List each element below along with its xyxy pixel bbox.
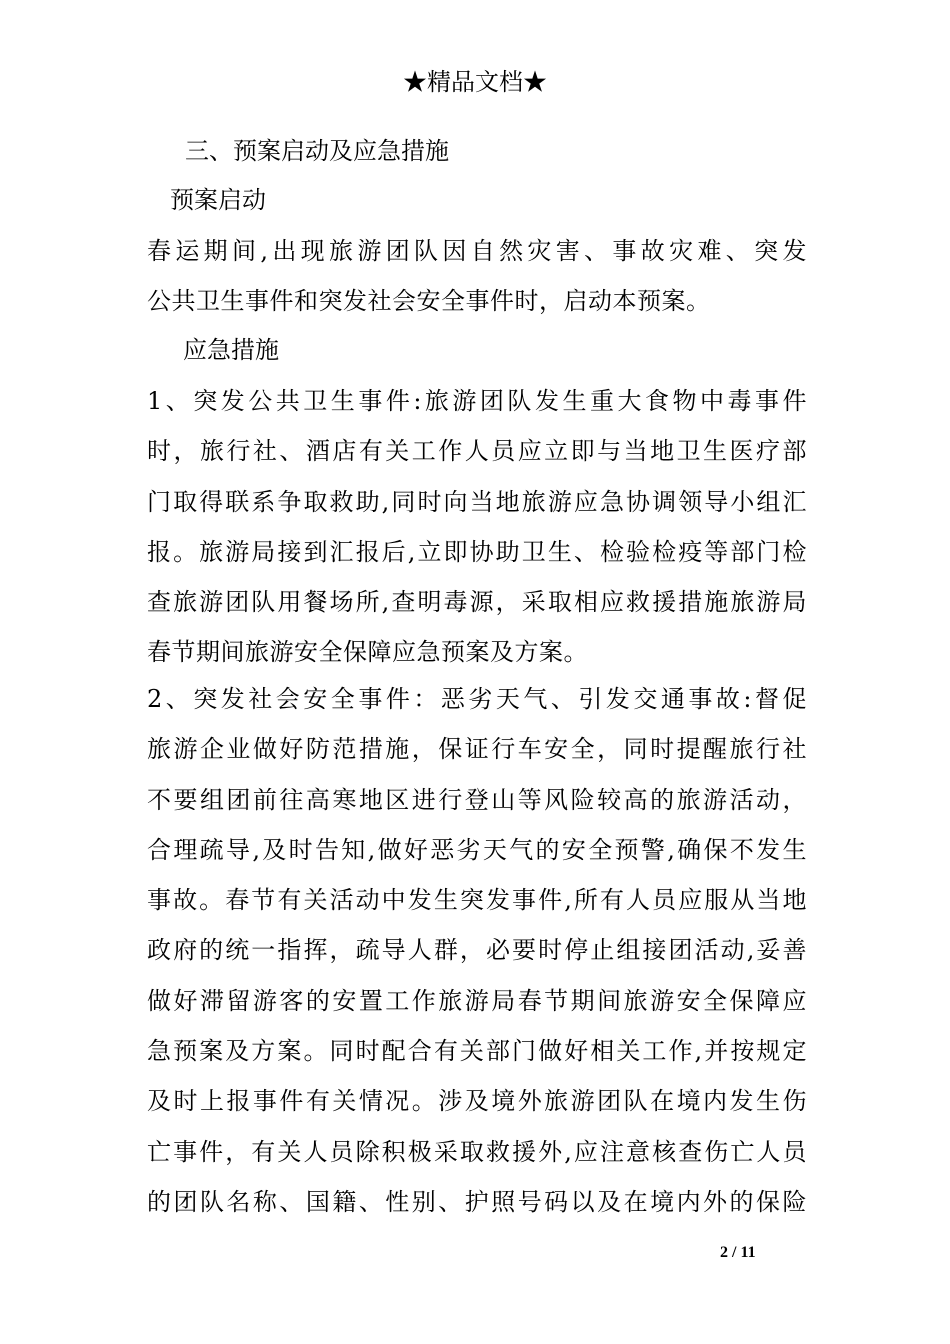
text-line: 急预案及方案。同时配合有关部门做好相关工作,并按规定 — [147, 1037, 807, 1066]
text-line: 公共卫生事件和突发社会安全事件时，启动本预案。 — [147, 287, 711, 316]
text-line: 的团队名称、国籍、性别、护照号码以及在境内外的保险 — [147, 1187, 807, 1216]
text-line: 旅游企业做好防范措施，保证行车安全，同时提醒旅行社 — [147, 735, 807, 764]
text-line: 春节期间旅游安全保障应急预案及方案。 — [147, 638, 588, 667]
text-line: 春运期间,出现旅游团队因自然灾害、事故灾难、突发 — [147, 237, 807, 265]
text-line: 事故。春节有关活动中发生突发事件,所有人员应服从当地 — [147, 886, 807, 915]
text-line: 亡事件，有关人员除积极采取救援外,应注意核查伤亡人员 — [147, 1137, 807, 1166]
text-line: 查旅游团队用餐场所,查明毒源，采取相应救援措施旅游局 — [147, 588, 807, 617]
paragraph-public-health — [147, 376, 807, 678]
text-line: 合理疏导,及时告知,做好恶劣天气的安全预警,确保不发生 — [147, 835, 807, 864]
text-line: 及时上报事件有关情况。涉及境外旅游团队在境内发生伤 — [147, 1087, 807, 1116]
paragraph-social-security — [147, 674, 807, 1227]
text-line: 做好滞留游客的安置工作旅游局春节期间旅游安全保障应 — [147, 986, 807, 1015]
text-line: 2、突发社会安全事件：恶劣天气、引发交通事故:督促 — [147, 685, 807, 713]
page-number: 2 / 11 — [720, 1244, 756, 1261]
text-line: 不要组团前往高寒地区进行登山等风险较高的旅游活动， — [147, 785, 807, 814]
text-line: 门取得联系争取救助,同时向当地旅游应急协调领导小组汇 — [147, 487, 807, 516]
page-header: ★精品文档★ — [403, 68, 547, 96]
text-line: 政府的统一指挥，疏导人群，必要时停止组接团活动,妥善 — [147, 936, 807, 965]
text-line: 时，旅行社、酒店有关工作人员应立即与当地卫生医疗部 — [147, 437, 807, 466]
text-line: 报。旅游局接到汇报后,立即协助卫生、检验检疫等部门检 — [147, 537, 807, 566]
subheading-plan-activation: 预案启动 — [170, 186, 266, 214]
section-title: 三、预案启动及应急措施 — [185, 137, 449, 165]
text-line: 1、突发公共卫生事件:旅游团队发生重大食物中毒事件 — [147, 387, 807, 415]
subheading-emergency-measures: 应急措施 — [183, 336, 279, 364]
paragraph-activation — [147, 226, 807, 327]
